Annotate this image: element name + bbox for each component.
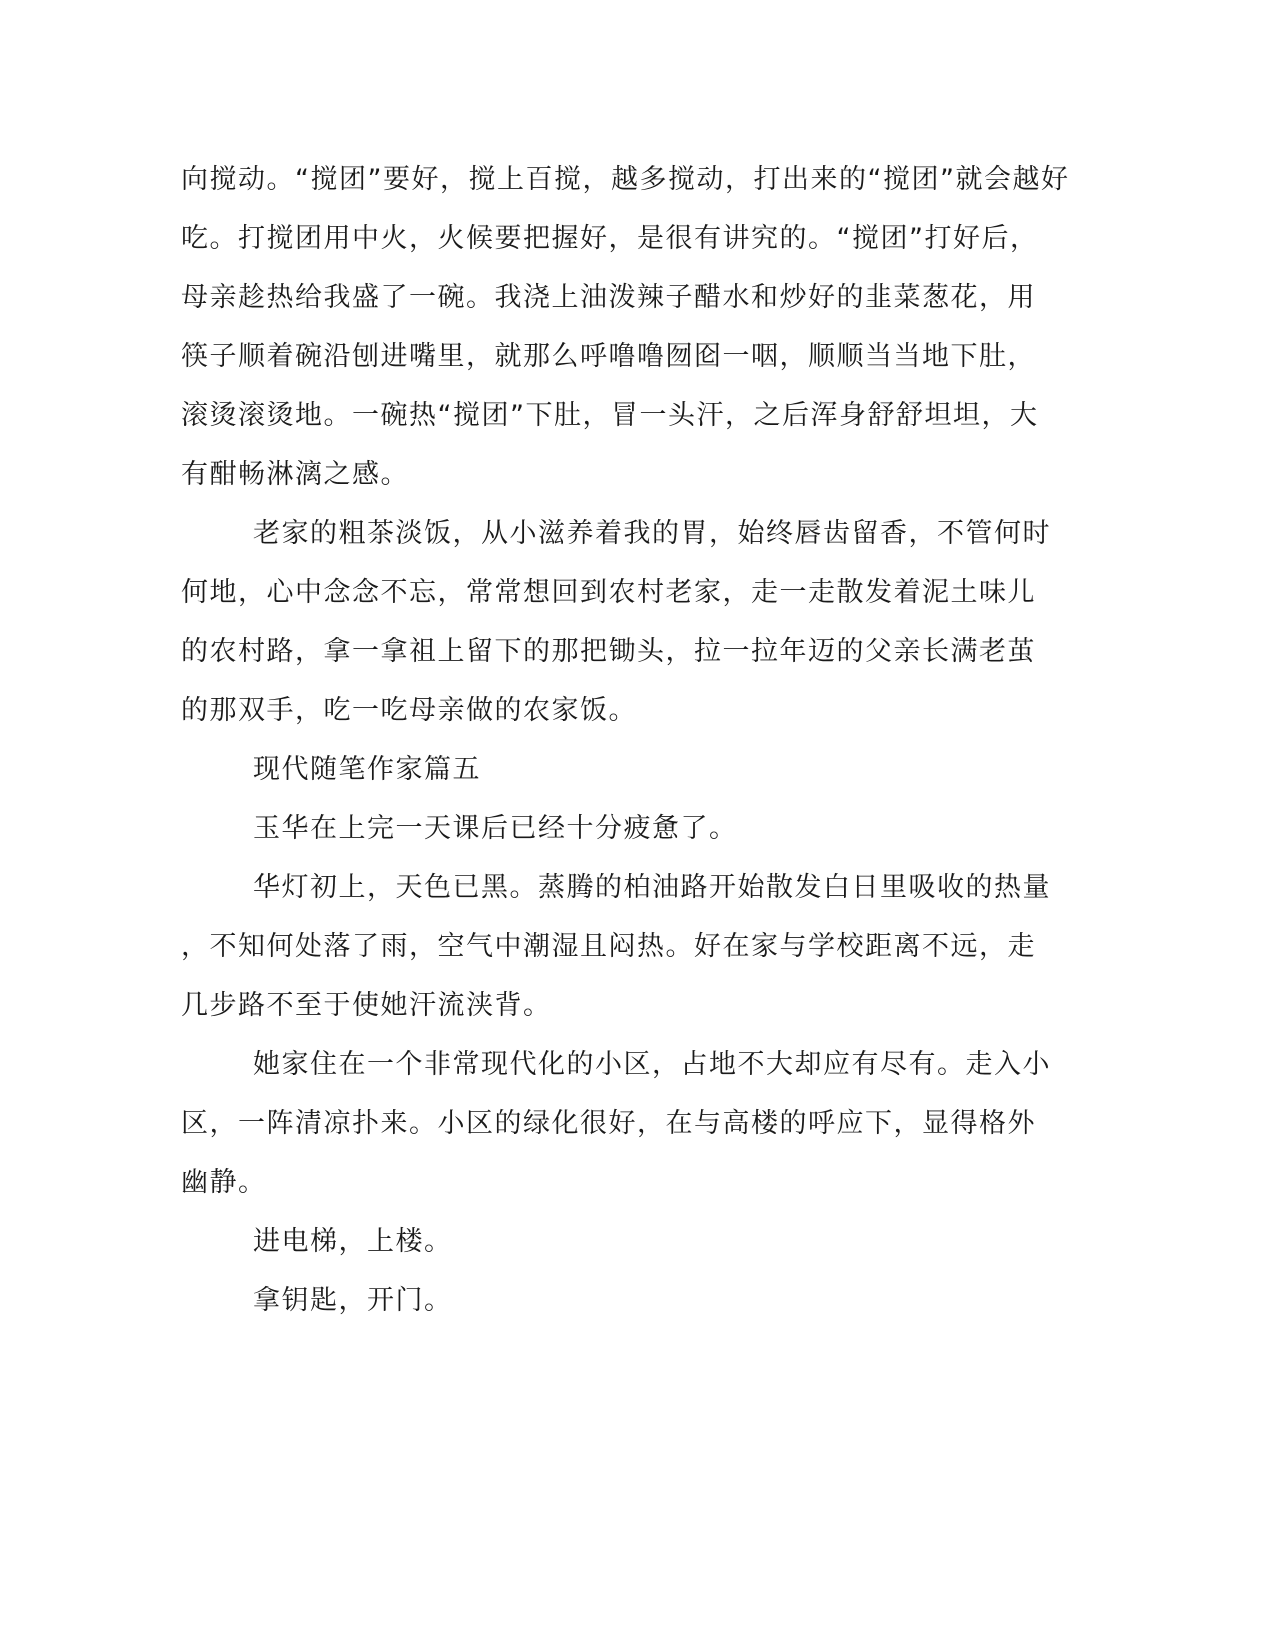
text-line: 何地，心中念念不忘，常常想回到农村老家，走一走散发着泥土味儿 [181, 577, 1036, 608]
paragraph-first-line: 拿钥匙，开门。 [253, 1285, 453, 1316]
text-line: 区，一阵清凉扑来。小区的绿化很好，在与高楼的呼应下，显得格外 [181, 1108, 1036, 1139]
text-line: 筷子顺着碗沿刨进嘴里，就那么呼噜噜囫囵一咽，顺顺当当地下肚， [181, 341, 1036, 372]
text-line: 有酣畅淋漓之感。 [181, 459, 409, 490]
paragraph-first-line: 华灯初上，天色已黑。蒸腾的柏油路开始散发白日里吸收的热量 [253, 872, 1051, 903]
text-line: 滚烫滚烫地。一碗热“搅团”下肚，冒一头汗，之后浑身舒舒坦坦，大 [181, 400, 1039, 431]
text-line: 母亲趁热给我盛了一碗。我浇上油泼辣子醋水和炒好的韭菜葱花，用 [181, 282, 1036, 313]
text-line: 向搅动。“搅团”要好，搅上百搅，越多搅动，打出来的“搅团”就会越好 [181, 164, 1070, 195]
text-line: 幽静。 [181, 1167, 267, 1198]
text-line: ，不知何处落了雨，空气中潮湿且闷热。好在家与学校距离不远，走 [181, 931, 1036, 962]
paragraph-first-line: 进电梯，上楼。 [253, 1226, 453, 1257]
text-line: 吃。打搅团用中火，火候要把握好，是很有讲究的。“搅团”打好后， [181, 223, 1039, 254]
section-heading: 现代随笔作家篇五 [253, 754, 481, 785]
paragraph-first-line: 老家的粗茶淡饭，从小滋养着我的胃，始终唇齿留香，不管何时 [253, 518, 1051, 549]
text-line: 几步路不至于使她汗流浃背。 [181, 990, 552, 1021]
paragraph-first-line: 玉华在上完一天课后已经十分疲惫了。 [253, 813, 738, 844]
paragraph-first-line: 她家住在一个非常现代化的小区，占地不大却应有尽有。走入小 [253, 1049, 1051, 1080]
text-line: 的那双手，吃一吃母亲做的农家饭。 [181, 695, 637, 726]
text-line: 的农村路，拿一拿祖上留下的那把锄头，拉一拉年迈的父亲长满老茧 [181, 636, 1036, 667]
